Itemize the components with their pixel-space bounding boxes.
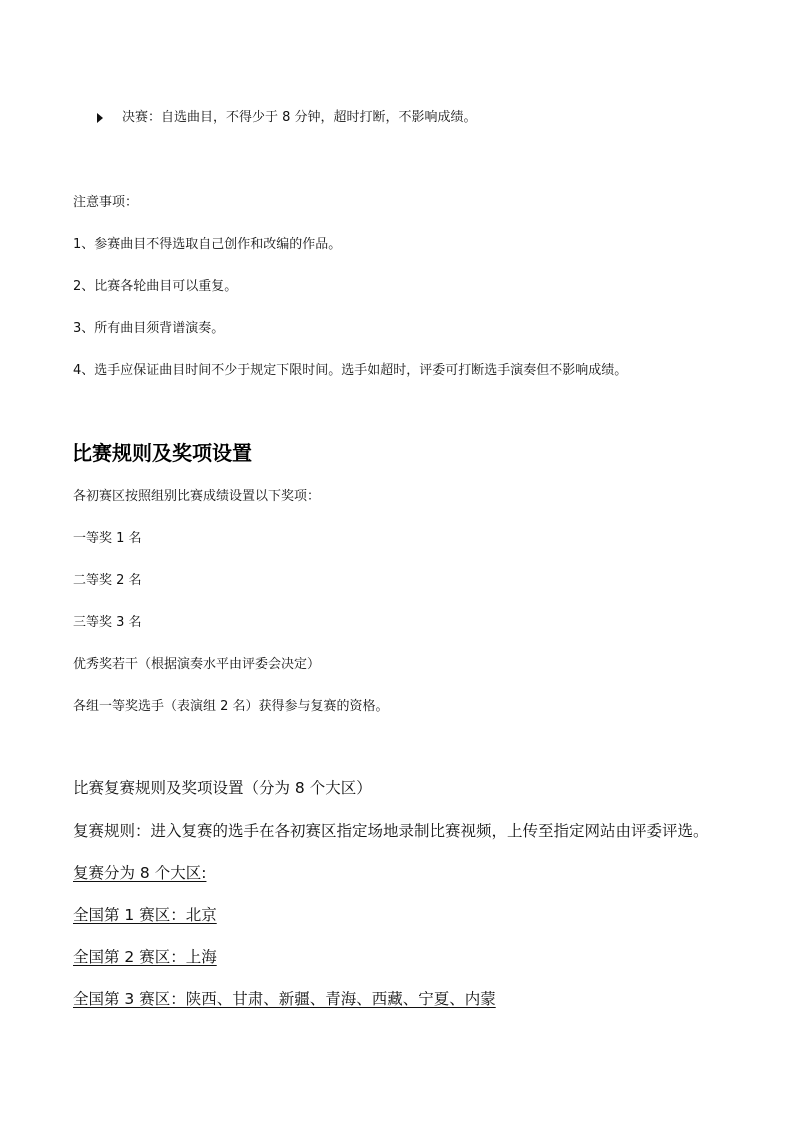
awards-section-title: 比赛规则及奖项设置: [72, 441, 252, 465]
final-round-text: 决赛：自选曲目，不得少于 8 分钟，超时打断，不影响成绩。: [122, 110, 477, 125]
prize-excellence: 优秀奖若干（根据演奏水平由评委会决定）: [73, 657, 321, 672]
awards-intro: 各初赛区按照组别比赛成绩设置以下奖项：: [73, 489, 321, 504]
prize-first: 一等奖 1 名: [73, 531, 142, 546]
bullet-triangle-icon: [97, 113, 103, 123]
semifinal-rules: 复赛规则：进入复赛的选手在各初赛区指定场地录制比赛视频，上传至指定网站由评委评选。: [73, 822, 709, 840]
region-3: 全国第 3 赛区：陕西、甘肃、新疆、青海、西藏、宁夏、内蒙: [73, 990, 496, 1008]
note-item-3: 3、所有曲目须背谱演奏。: [73, 321, 225, 336]
prize-second: 二等奖 2 名: [73, 573, 142, 588]
region-2: 全国第 2 赛区：上海: [73, 948, 217, 966]
note-item-2: 2、比赛各轮曲目可以重复。: [73, 279, 238, 294]
region-1: 全国第 1 赛区：北京: [73, 906, 217, 924]
notes-heading: 注意事项：: [73, 195, 139, 210]
regions-heading: 复赛分为 8 个大区:: [73, 864, 207, 882]
prize-third: 三等奖 3 名: [73, 615, 142, 630]
qualify-text: 各组一等奖选手（表演组 2 名）获得参与复赛的资格。: [73, 699, 389, 714]
semifinal-section-title: 比赛复赛规则及奖项设置（分为 8 个大区）: [73, 779, 372, 797]
note-item-4: 4、选手应保证曲目时间不少于规定下限时间。选手如超时，评委可打断选手演奏但不影响成绩。: [73, 363, 628, 378]
note-item-1: 1、参赛曲目不得选取自己创作和改编的作品。: [73, 237, 342, 252]
